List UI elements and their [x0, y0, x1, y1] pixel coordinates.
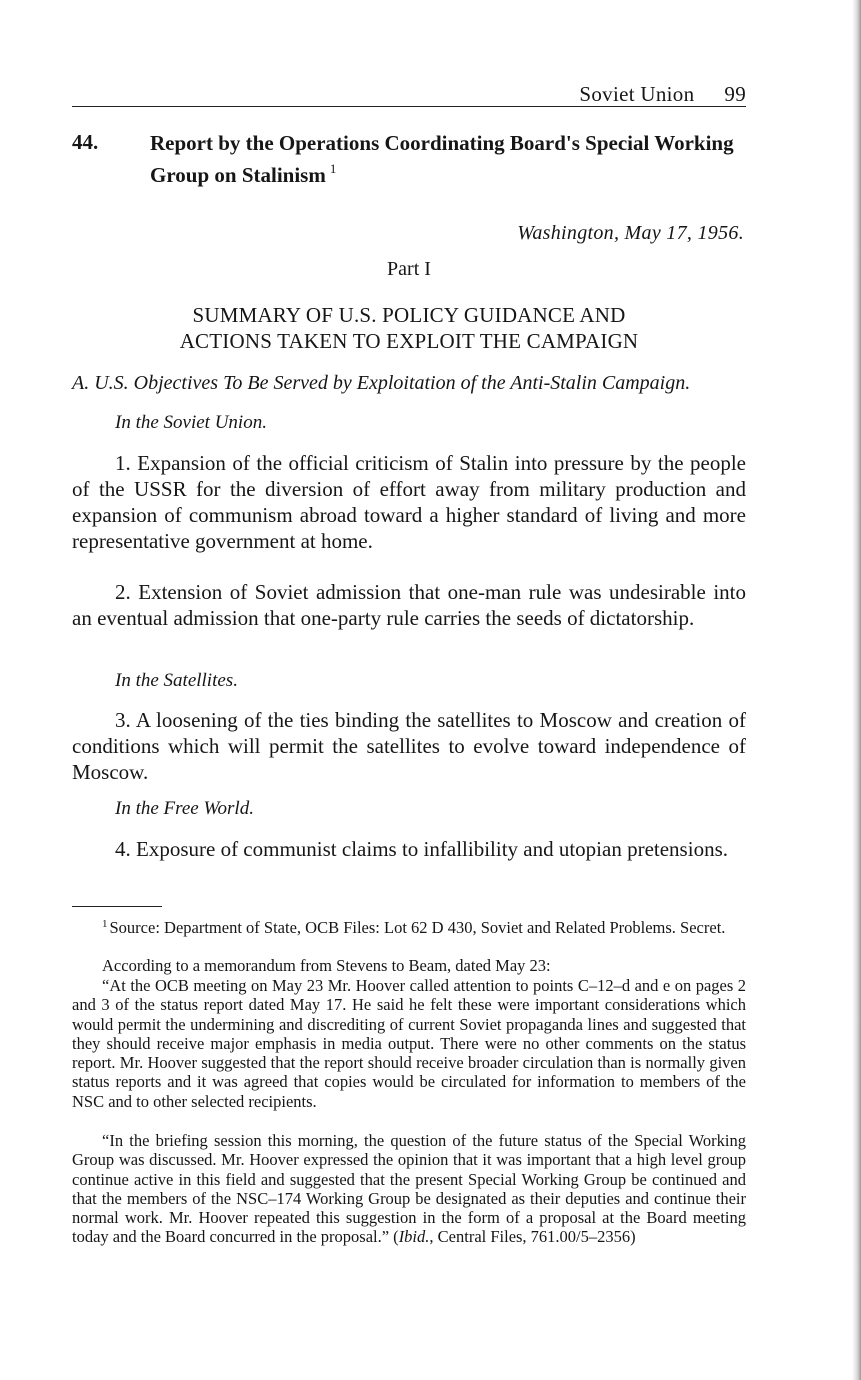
running-head-section: Soviet Union — [579, 82, 695, 106]
paragraph-1: 1. Expansion of the official criticism of Stalin into pressure by the people of the USSR for the diversion of effort away from military production and expansion of communism abroad toward a higher standard of living and more representative government at home. — [72, 451, 746, 553]
footnote-source — [72, 915, 746, 937]
footnote-source-text: Source: Department of State, OCB Files: Lot 62 D 430, Soviet and Related Problems. Secret. — [109, 918, 726, 937]
paragraph-2: 2. Extension of Soviet admission that one-man rule was undesirable into an eventual admission that one-party rule carries the seeds of dictatorship. — [72, 580, 746, 630]
footnote-memo-intro: According to a memorandum from Stevens to Beam, dated May 23: — [102, 956, 551, 975]
footnote-marker: 1 — [102, 918, 108, 930]
document-title — [150, 130, 746, 188]
dateline: Washington, May 17, 1956. — [517, 222, 744, 244]
document-title-text: Report by the Operations Coordinating Board's Special Working Group on Stalinism — [150, 131, 734, 187]
paragraph-3: 3. A loosening of the ties binding the satellites to Moscow and creation of conditions which will permit the satellites to evolve toward independence of Moscow. — [72, 708, 746, 784]
running-head — [579, 82, 746, 107]
header-rule — [72, 106, 746, 107]
page-number: 99 — [724, 82, 746, 106]
summary-heading-line-2: ACTIONS TAKEN TO EXPLOIT THE CAMPAIGN — [179, 329, 639, 353]
section-a-heading: A. U.S. Objectives To Be Served by Exploitation of the Anti-Stalin Campaign. — [72, 372, 691, 394]
scan-edge-shadow — [852, 0, 861, 1380]
footnote-quote-2-citation: , Central Files, 761.00/5–2356) — [429, 1227, 636, 1247]
footnote-quote-1: “At the OCB meeting on May 23 Mr. Hoover called attention to points C–12–d and e on pages 2 and 3 of the status report dated May 17. He said he felt these were important considerations which would permit the undermining and discrediting of current Soviet propaganda lines and suggested that they should receive major emphasis in media output. There were no other comments on the status report. Mr. Hoover suggested that the report should receive broader circulation than is normally given status reports and it was agreed that copies would be circulated for information to members of the NSC and to other selected recipients. — [72, 976, 746, 1111]
paragraph-4: 4. Exposure of communist claims to infallibility and utopian pretensions. — [115, 837, 728, 861]
footnote-quote-2 — [72, 1131, 746, 1247]
summary-heading-line-1: SUMMARY OF U.S. POLICY GUIDANCE AND — [192, 303, 626, 327]
subhead-free-world: In the Free World. — [115, 798, 254, 819]
ibid-citation: Ibid. — [398, 1227, 430, 1247]
part-heading: Part I — [387, 258, 431, 280]
footnote-rule — [72, 906, 162, 907]
summary-heading — [72, 302, 746, 354]
footnote-reference: 1 — [329, 161, 337, 176]
subhead-soviet-union: In the Soviet Union. — [115, 412, 267, 433]
footnote-quote-2-text: “In the briefing session this morning, the question of the future status of the Special Working Group was discussed. Mr. Hoover expressed the opinion that it was important that a high level group continue active in this field and suggested that the present Special Working Group be continued and that the members of the NSC–174 Working Group be designated as their deputies and continue their normal work. Mr. Hoover repeated this suggestion in the form of a proposal at the Board meeting today and the Board concurred in the proposal.” ( — [72, 1131, 746, 1247]
subhead-satellites: In the Satellites. — [115, 670, 238, 691]
document-number: 44. — [72, 130, 99, 154]
